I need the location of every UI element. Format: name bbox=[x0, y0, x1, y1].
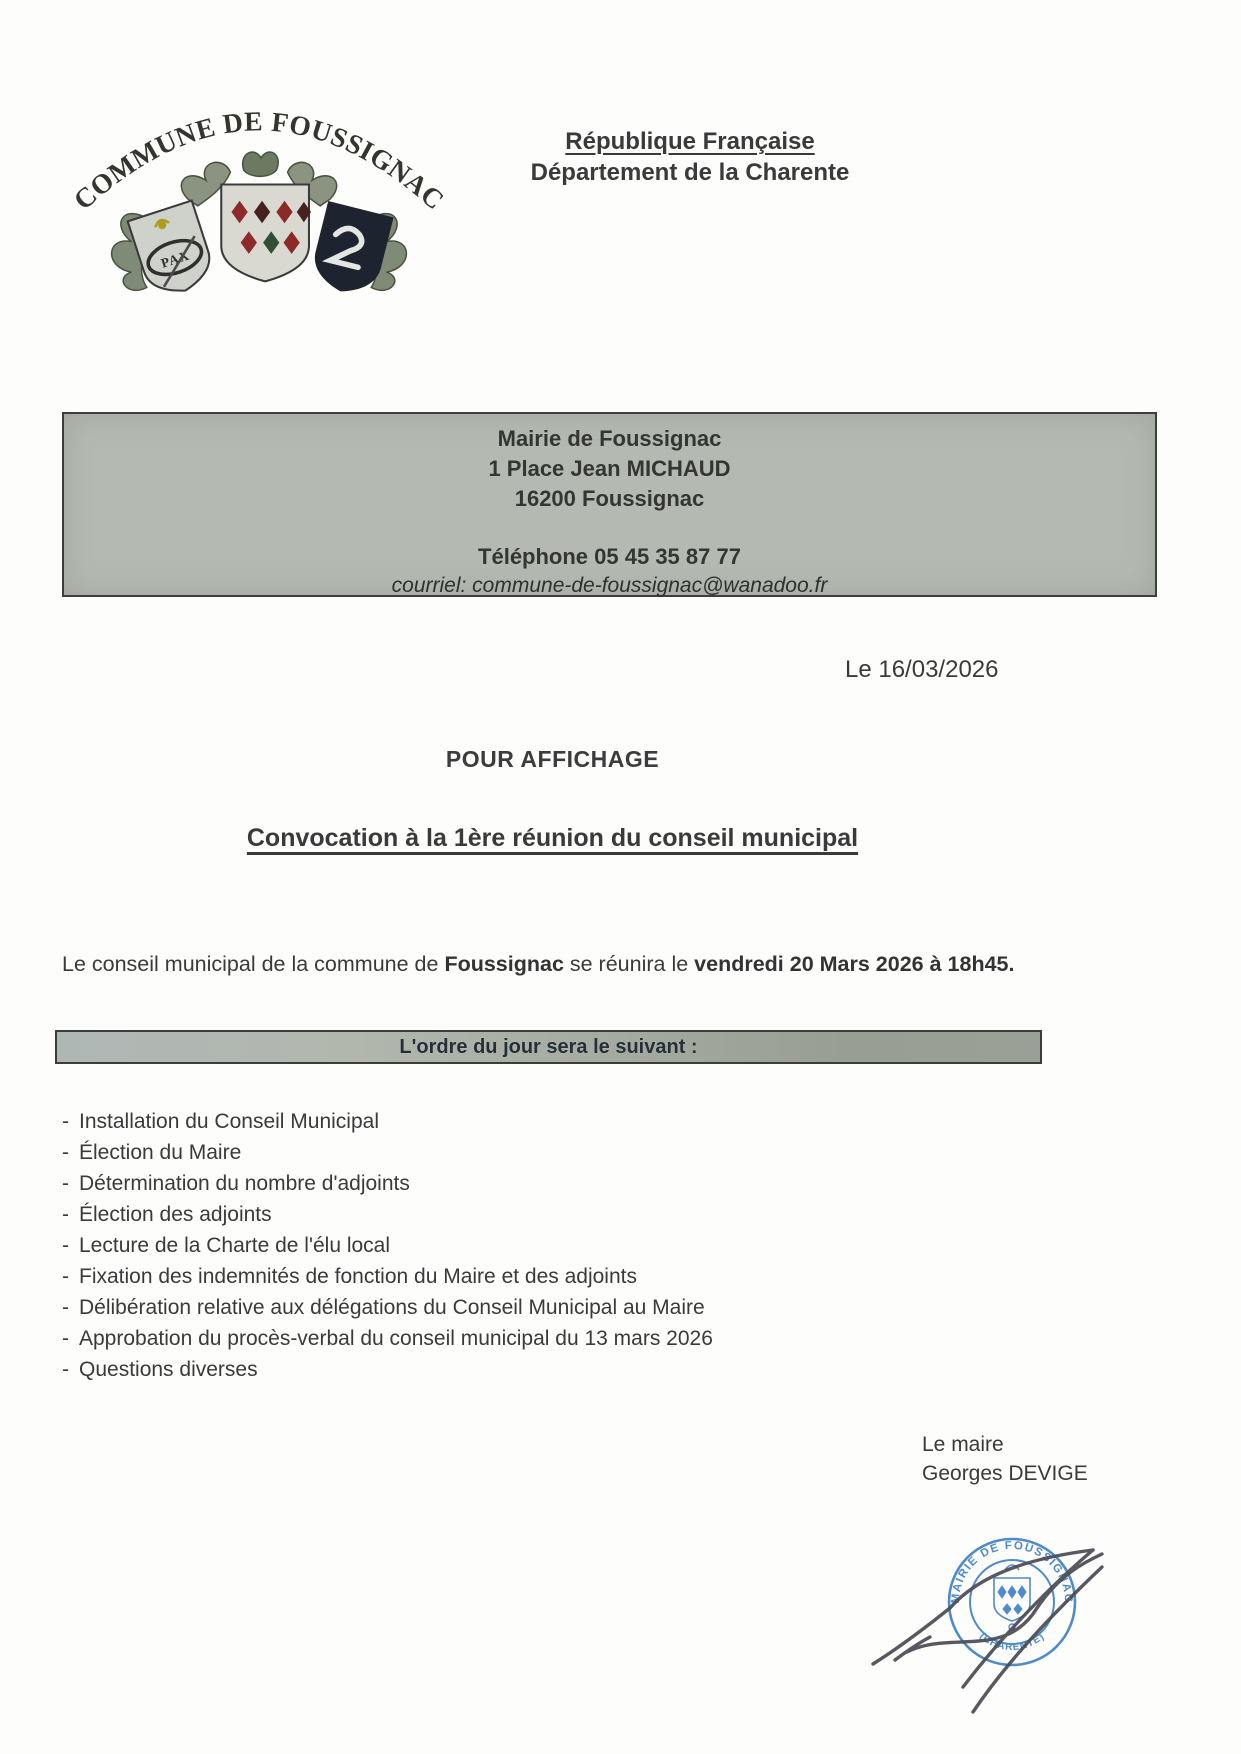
dash-marker: - bbox=[62, 1141, 69, 1164]
mairie-stamp-and-signature bbox=[855, 1512, 1145, 1747]
body-text-1: Le conseil municipal de la commune de bbox=[62, 952, 445, 976]
email-line: courriel: commune-de-foussignac@wanadoo.fr bbox=[391, 574, 828, 597]
body-text-2: se réunira le bbox=[563, 952, 695, 976]
mairie-stamp-icon bbox=[949, 1539, 1075, 1665]
signer-role: Le maire bbox=[922, 1433, 1004, 1456]
department-title: Département de la Charente bbox=[530, 159, 850, 186]
agenda-item-label: Élection du Maire bbox=[79, 1141, 242, 1164]
dash-marker: - bbox=[62, 1358, 69, 1381]
agenda-banner: L'ordre du jour sera le suivant : bbox=[55, 1030, 1042, 1064]
agenda-item-label: Approbation du procès-verbal du conseil municipal du 13 mars 2026 bbox=[79, 1327, 713, 1350]
agenda-item-label: Questions diverses bbox=[79, 1358, 258, 1381]
document-title: Convocation à la 1ère réunion du conseil municipal bbox=[246, 824, 859, 852]
agenda-list bbox=[62, 1106, 1062, 1385]
commune-coat-of-arms-logo bbox=[55, 68, 463, 303]
diamond-shield-icon bbox=[221, 184, 311, 281]
agenda-item bbox=[62, 1354, 1062, 1385]
agenda-item-label: Lecture de la Charte de l'élu local bbox=[79, 1234, 391, 1257]
body-commune-bold: Foussignac bbox=[444, 952, 564, 976]
agenda-item bbox=[62, 1199, 1062, 1230]
agenda-item-label: Délibération relative aux délégations du Conseil Municipal au Maire bbox=[79, 1296, 705, 1319]
agenda-item bbox=[62, 1323, 1062, 1354]
address-line-city: 16200 Foussignac bbox=[514, 486, 705, 511]
dash-marker: - bbox=[62, 1110, 69, 1133]
agenda-item bbox=[62, 1168, 1062, 1199]
agenda-item bbox=[62, 1106, 1062, 1137]
signer-block bbox=[922, 1430, 1088, 1488]
agenda-item-label: Élection des adjoints bbox=[79, 1203, 272, 1226]
agenda-item-label: Détermination du nombre d'adjoints bbox=[79, 1172, 410, 1195]
agenda-item-label: Fixation des indemnités de fonction du Maire et des adjoints bbox=[79, 1265, 637, 1288]
stamp-top-text: MAIRIE DE FOUSSIGNAC bbox=[949, 1539, 1075, 1604]
dash-marker: - bbox=[62, 1172, 69, 1195]
date-line: Le 16/03/2026 bbox=[845, 656, 999, 683]
header-right-block bbox=[480, 126, 900, 188]
agenda-item bbox=[62, 1261, 1062, 1292]
agenda-item bbox=[62, 1292, 1062, 1323]
agenda-item bbox=[62, 1137, 1062, 1168]
address-box bbox=[62, 412, 1157, 597]
body-datetime-bold: vendredi 20 Mars 2026 à 18h45. bbox=[694, 952, 1015, 976]
pax-text: PAX bbox=[159, 247, 192, 271]
republic-title: République Française bbox=[565, 128, 815, 155]
agenda-item-label: Installation du Conseil Municipal bbox=[79, 1110, 379, 1133]
body-paragraph bbox=[62, 952, 1122, 977]
signer-name: Georges DEVIGE bbox=[922, 1462, 1088, 1485]
dash-marker: - bbox=[62, 1203, 69, 1226]
address-line-street: 1 Place Jean MICHAUD bbox=[488, 456, 731, 481]
address-line-mairie: Mairie de Foussignac bbox=[497, 426, 722, 451]
stamp-bottom-text: (CHARENTE) bbox=[977, 1630, 1047, 1654]
dash-marker: - bbox=[62, 1234, 69, 1257]
dash-marker: - bbox=[62, 1296, 69, 1319]
affichage-heading: POUR AFFICHAGE bbox=[445, 746, 660, 772]
dash-marker: - bbox=[62, 1327, 69, 1350]
phone-line: Téléphone 05 45 35 87 77 bbox=[478, 544, 741, 569]
dash-marker: - bbox=[62, 1265, 69, 1288]
commune-name-arched-text: COMMUNE DE FOUSSIGNAC bbox=[67, 105, 451, 216]
agenda-item bbox=[62, 1230, 1062, 1261]
